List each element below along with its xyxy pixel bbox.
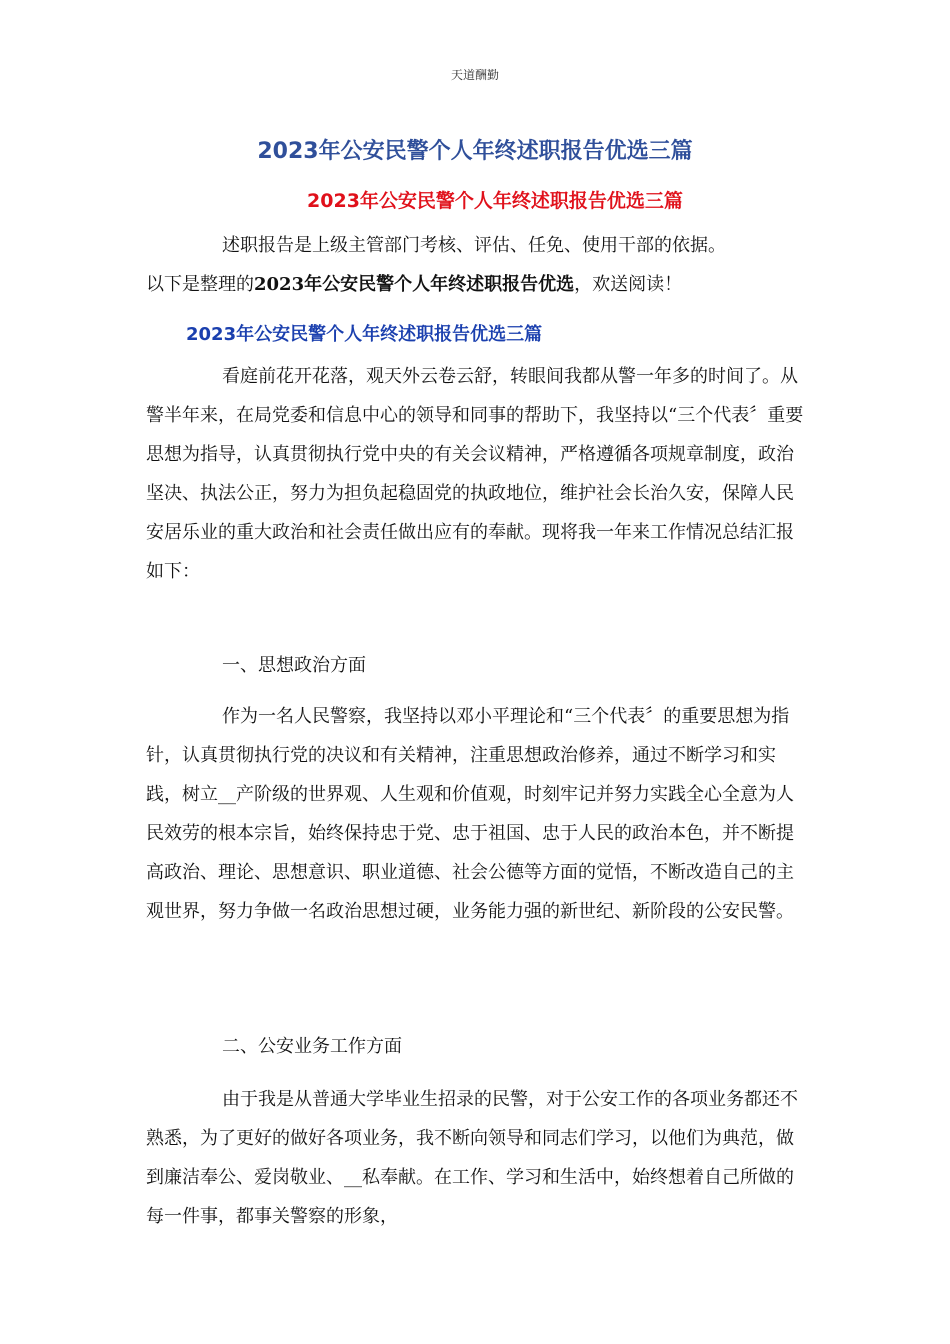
section-subtitle: 2023年公安民警个人年终述职报告优选三篇 [186, 324, 543, 345]
section-heading-1: 一、思想政治方面 [222, 655, 366, 676]
document-title: 2023年公安民警个人年终述职报告优选三篇 [257, 139, 693, 164]
red-subtitle: 2023年公安民警个人年终述职报告优选三篇 [307, 190, 683, 212]
intro-bold-title: 2023年公安民警个人年终述职报告优选 [254, 274, 575, 295]
intro-line-1: 述职报告是上级主管部门考核、评估、任免、使用干部的依据。 [222, 235, 726, 256]
intro-line-2 [146, 265, 826, 304]
page-header: 天道酬勤 [450, 68, 499, 82]
body-paragraph-2: 作为一名人民警察，我坚持以邓小平理论和“三个代表〞的重要思想为指针，认真贯彻执行党的决议和有关精神，注重思想政治修养，通过不断学习和实践，树立__产阶级的世界观、人生观和价值观，时刻牢记并努力实践全心全意为人民效劳的根本宗旨，始终保持忠于党、忠于祖国、忠于人民的政治本色，并不断提高政治、理论、思想意识、职业道德、社会公德等方面的觉悟，不断改造自己的主观世界，努力争做一名政治思想过硬，业务能力强的新世纪、新阶段的公安民警。 [146, 706, 794, 922]
section-heading-2: 二、公安业务工作方面 [222, 1036, 402, 1057]
body-paragraph-3: 由于我是从普通大学毕业生招录的民警，对于公安工作的各项业务都还不熟悉，为了更好的做好各项业务，我不断向领导和同志们学习，以他们为典范，做到廉洁奉公、爱岗敬业、__私奉献。在工作、学习和生活中，始终想着自己所做的每一件事，都事关警察的形象， [146, 1089, 798, 1227]
intro-paragraph [146, 226, 826, 304]
intro-suffix: ，欢送阅读！ [574, 274, 683, 295]
intro-prefix: 以下是整理的 [146, 274, 254, 295]
body-paragraph-1: 看庭前花开花落，观天外云卷云舒，转眼间我都从警一年多的时间了。从警半年来，在局党委和信息中心的领导和同事的帮助下，我坚持以“三个代表〞重要思想为指导，认真贯彻执行党中央的有关会议精神，严格遵循各项规章制度，政治坚决、执法公正，努力为担负起稳固党的执政地位，维护社会长治久安，保障人民安居乐业的重大政治和社会责任做出应有的奉献。现将我一年来工作情况总结汇报如下： [146, 366, 804, 582]
